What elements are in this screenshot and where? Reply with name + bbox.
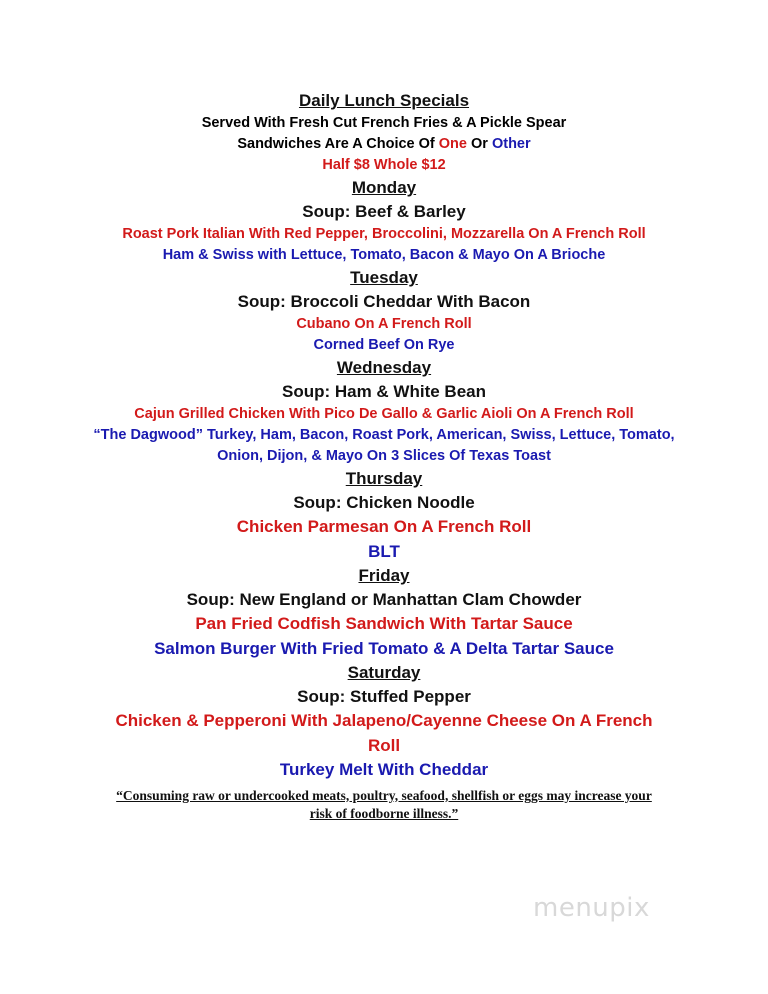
day-heading-friday: Friday [358,566,410,585]
menu-title: Daily Lunch Specials [298,91,470,110]
sandwich-other-saturday: Turkey Melt With Cheddar [279,760,489,779]
day-heading-wednesday: Wednesday [336,358,432,377]
soup-wednesday: Soup: Ham & White Bean [281,382,486,401]
soup-tuesday: Soup: Broccoli Cheddar With Bacon [237,292,531,311]
sandwich-other-friday: Salmon Burger With Fried Tomato & A Delta Tartar Sauce [154,638,614,658]
sandwich-one-wednesday: Cajun Grilled Chicken With Pico De Gallo & Garlic Aioli On A French Roll [134,406,634,422]
sandwich-other-tuesday: Corned Beef On Rye [313,337,455,353]
food-safety-notice: “Consuming raw or undercooked meats, poultry, seafood, shellfish or eggs may increase your risk of foodborne illness.” [116,787,652,821]
sandwich-other-wednesday: “The Dagwood” Turkey, Ham, Bacon, Roast Pork, American, Swiss, Lettuce, Tomato, Onion, Dijon, & Mayo On 3 Slices Of Texas Toast [93,427,675,464]
price-line: Half $8 Whole $12 [322,157,446,173]
choice-line [0,134,768,155]
day-heading-thursday: Thursday [345,469,423,488]
sandwich-one-friday: Pan Fried Codfish Sandwich With Tartar Sauce [195,614,573,633]
menu-page [0,89,768,836]
sandwich-one-monday: Roast Pork Italian With Red Pepper, Broccolini, Mozzarella On A French Roll [122,226,646,242]
choice-other: Other [491,136,531,152]
sandwich-one-tuesday: Cubano On A French Roll [296,316,472,332]
menu-subtitle: Served With Fresh Cut French Fries & A Pickle Spear [201,115,567,131]
soup-saturday: Soup: Stuffed Pepper [297,687,471,706]
menupix-watermark: menupix [533,893,650,923]
choice-one: One [438,136,467,152]
choice-or: Or [466,136,492,152]
sandwich-other-thursday: BLT [368,541,400,561]
sandwich-other-monday: Ham & Swiss with Lettuce, Tomato, Bacon & Mayo On A Brioche [162,247,606,263]
choice-prefix: Sandwiches Are A Choice Of [237,136,439,152]
soup-monday: Soup: Beef & Barley [302,202,466,221]
day-heading-monday: Monday [351,178,417,197]
sandwich-one-saturday: Chicken & Pepperoni With Jalapeno/Cayenne Cheese On A French Roll [115,711,653,755]
day-heading-saturday: Saturday [347,663,421,682]
soup-thursday: Soup: Chicken Noodle [293,493,475,512]
soup-friday: Soup: New England or Manhattan Clam Chowder [186,590,582,609]
day-heading-tuesday: Tuesday [350,268,418,287]
sandwich-one-thursday: Chicken Parmesan On A French Roll [236,517,532,536]
